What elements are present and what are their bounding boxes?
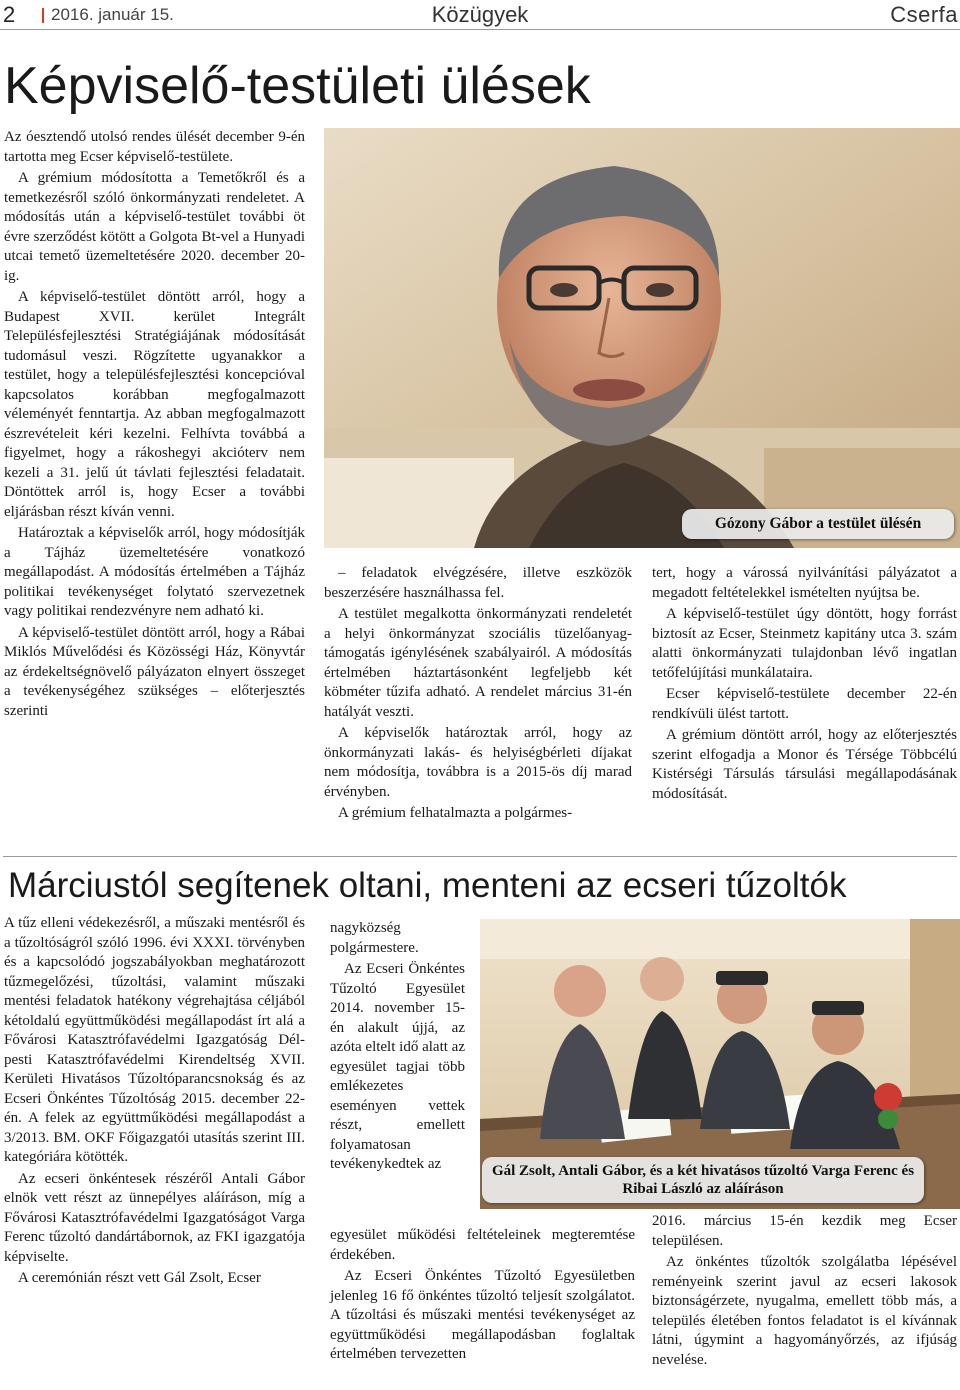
paragraph: A tűz elleni védekezésről, a műszaki mentésről és a tűzoltóságról szóló 1996. évi XXXI. törvényben és a kapcsolódó jogszabályokban meghatározott tűzmegelőzési, tűzoltási, valamint műszaki mentési feladatok hatékony végrehajtása céljából kétoldalú együttműködési megállapodást írt alá a Fővárosi Katasztrófavédelmi Igazgatóság Dél-pesti Katasztrófavédelmi Kirendeltség XVII. Kerületi Hivatásos Tűzoltóparancsnokság és az Ecseri Önkéntes Tűzoltóság 2015. december 22-én. A felek az együttműködési megállapodást a 3/2013. BM. OKF Főigazgatói utasítás szerint III. kategóriára kötötték. bbox=[4, 915, 305, 1165]
photo-gozony-gabor bbox=[324, 128, 960, 548]
paragraph: nagyközség polgármestere. bbox=[330, 920, 419, 956]
portrait-illustration bbox=[324, 128, 960, 548]
paragraph: A ceremónián részt vett Gál Zsolt, Ecser bbox=[18, 1270, 261, 1286]
article2-column-1 bbox=[4, 914, 305, 1291]
paragraph: Az ecseri önkéntesek részéről Antali Gábor elnök vett részt az ünnepélyes aláíráson, míg a Fővárosi Katasztrófavédelmi Igazgatóságot Varga Ferenc tűzoltó dandártábornok, az FKI igazgatója képviselte. bbox=[4, 1170, 305, 1265]
article2-column-2-narrow bbox=[330, 919, 465, 1177]
paragraph: Ecser képviselő-testülete december 22-én rendkívüli ülést tartott. bbox=[652, 686, 957, 722]
article2-column-2-wide bbox=[330, 1226, 635, 1367]
article2-title: Márciustól segítenek oltani, menteni az ecseri tűzoltók bbox=[8, 866, 847, 905]
article1-title: Képviselő-testületi ülések bbox=[4, 57, 591, 115]
paragraph: egyesület működési feltételeinek megteremtése érdekében. bbox=[330, 1227, 635, 1263]
photo-caption: Gál Zsolt, Antali Gábor, és a két hivatásos tűzoltó Varga Ferenc és Ribai László az aláíráson bbox=[482, 1157, 924, 1203]
paragraph: A grémium módosította a Temetőkről és a temetkezésről szóló önkormányzati rendeletet. A módosítás után a képviselő-testület további öt évre szerződést kötött a Golgota Bt-vel a Hunyadi utcai temető üzemeltetésére 2020. december 20-ig. bbox=[4, 170, 305, 284]
article1-column-1 bbox=[4, 128, 305, 723]
section-divider bbox=[3, 856, 957, 857]
page-number: 2 bbox=[3, 2, 16, 27]
paragraph: – feladatok elvégzésére, illetve eszközök beszerzésére használhassa fel. bbox=[324, 565, 632, 601]
section-name: Közügyek bbox=[431, 2, 529, 27]
paragraph: A képviselők határoztak arról, hogy az önkormányzati lakás- és helyiségbérleti díjakat nem módosítja, továbbra is a 2015-ös díj marad érvényben. bbox=[324, 725, 632, 800]
paragraph: Az önkéntes tűzoltók szolgálatba lépésével reményeink szerint javul az ecseri lakosok biztonságérzete, nyugalma, emellett több más, a település életében fontos feladatot is el kívánnak látni, úgymint a hagyományőrzés, az ifjúság nevelése. bbox=[652, 1254, 957, 1368]
photo-caption: Gózony Gábor a testület ülésén bbox=[682, 509, 954, 539]
article1-column-2 bbox=[324, 564, 632, 826]
paragraph: A képviselő-testület úgy döntött, hogy forrást biztosít az Ecser, Steinmetz kapitány utca 3. szám alatti önkormányzati tulajdonban lévő ingatlan tetőfelújítási munkálataira. bbox=[652, 606, 957, 681]
paragraph: Az óesztendő utolsó rendes ülését december 9-én tartotta meg Ecser képviselő-testülete. bbox=[4, 129, 305, 165]
page-header bbox=[0, 0, 960, 30]
paragraph: 2016. március 15-én kezdik meg Ecser településen. bbox=[652, 1213, 957, 1249]
paragraph: tert, hogy a várossá nyilvánítási pályázatot a megadott feltételekkel ismételten nyújtsa be. bbox=[652, 565, 957, 601]
paper-name: Cserfa bbox=[890, 2, 958, 27]
paragraph: A képviselő-testület döntött arról, hogy a Rábai Miklós Művelődési és Közösségi Ház, Könyvtár az érdekeltségnövelő pályázaton elnyert összeget a tevékenységéhez szükséges – előterjesztés szerinti bbox=[4, 624, 305, 719]
paragraph: A grémium felhatalmazta a polgármes- bbox=[338, 805, 573, 821]
photo-signing-ceremony bbox=[480, 919, 960, 1209]
issue-date: 2016. január 15. bbox=[51, 5, 174, 24]
paragraph: Határoztak a képviselők arról, hogy módosítják a Tájház üzemeltetésére vonatkozó megállapodást. A módosítás értelmében a Tájház politikai tevékenységet folytató szervezetnek vagy politikai rendezvényre nem adható ki. bbox=[4, 525, 305, 619]
paragraph: A képviselő-testület döntött arról, hogy a Budapest XVII. kerület Integrált Településfejlesztési Stratégiájának módosítását tudomásul veszi. Rögzítette ugyanakkor a testület, hogy a településfejlesztési koncepcióval kapcsolatos korábban megfogalmazott véleményét fenntartja. Az abban megfogalmazott észrevételeit kéri kezelni. Felhívta továbbá a figyelmet, hogy a rákoshegyi akcióterv nem kezeli a 31. jelű út távlati fejlesztési feladatait. Döntöttek arról is, hogy Ecser a további eljárásban részt kíván venni. bbox=[4, 289, 305, 520]
article2-column-3 bbox=[652, 1212, 957, 1372]
paragraph: Az Ecseri Önkéntes Tűzoltó Egyesületben jelenleg 16 fő önkéntes tűzoltó teljesít szolgálatot. A tűzoltási és műszaki mentési tevékenységet az együttműködési megállapodásban foglaltak értelmében tervezetten bbox=[330, 1268, 635, 1362]
paragraph: A testület megalkotta önkormányzati rendeletét a helyi önkormányzat szociális tüzelőanyag-támogatás igénylésének szabályairól. A módosítás értelmében háztartásonként legfeljebb két köbméter tűzifa adható. A rendelet március 31-én hatályát veszti. bbox=[324, 606, 632, 720]
article1-column-3 bbox=[652, 564, 957, 806]
paragraph: A grémium döntött arról, hogy az előterjesztés szerint elfogadja a Monor és Térsége Többcélú Kistérségi Társulás társulási megállapodásának módosítását. bbox=[652, 727, 957, 802]
paragraph: Az Ecseri Önkéntes Tűzoltó Egyesület 2014. november 15-én alakult újjá, az azóta eltelt idő alatt az egyesület tagjai több emlékezetes eseményen vettek részt, emellett folyamatosan tevékenykedtek az bbox=[330, 961, 465, 1172]
